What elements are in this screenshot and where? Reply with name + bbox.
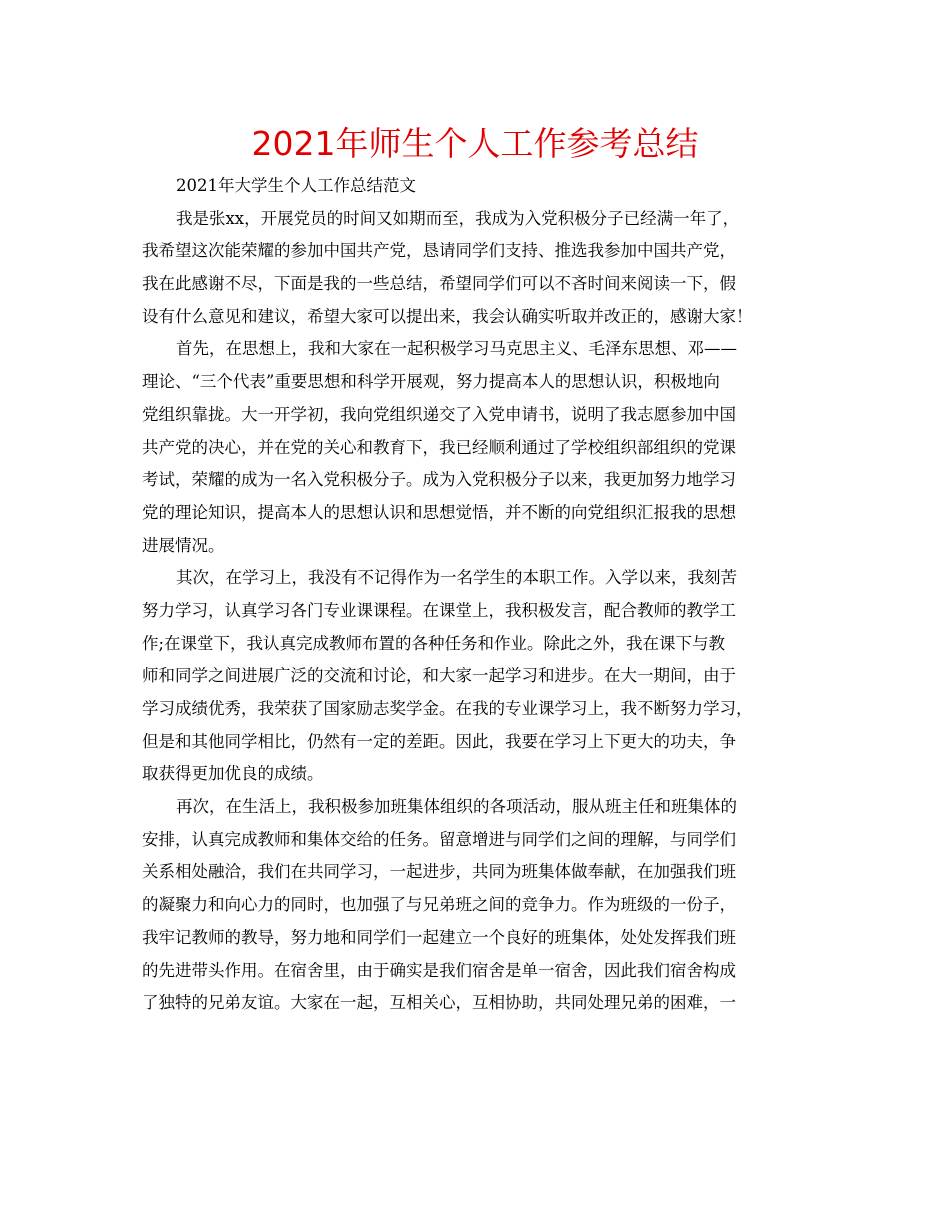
text-line: 师和同学之间进展广泛的交流和讨论，和大家一起学习和进步。在大一期间，由于 — [142, 666, 736, 686]
text-line: 取获得更加优良的成绩。 — [142, 764, 324, 784]
text-line: 党的理论知识，提高本人的思想认识和思想觉悟，并不断的向党组织汇报我的思想 — [142, 502, 736, 522]
subtitle-line: 2021年大学生个人工作总结范文 — [176, 176, 416, 195]
text-line: 我希望这次能荣耀的参加中国共产党，恳请同学们支持、推选我参加中国共产党， — [142, 241, 736, 261]
text-line: 首先，在思想上，我和大家在一起积极学习马克思主义、毛泽东思想、邓—— — [176, 339, 737, 359]
text-line: 安排，认真完成教师和集体交给的任务。留意增进与同学们之间的理解，与同学们 — [142, 829, 736, 849]
text-line: 但是和其他同学相比，仍然有一定的差距。因此，我要在学习上下更大的功夫，争 — [142, 731, 736, 751]
text-line: 其次，在学习上，我没有不记得作为一名学生的本职工作。入学以来，我刻苦 — [176, 568, 737, 588]
text-line: 我牢记教师的教导，努力地和同学们一起建立一个良好的班集体，处处发挥我们班 — [142, 927, 736, 947]
text-line: 理论、“三个代表”重要思想和科学开展观，努力提高本人的思想认识，积极地向 — [142, 372, 720, 392]
text-line: 作;在课堂下，我认真完成教师布置的各种任务和作业。除此之外，我在课下与教 — [142, 633, 726, 653]
document-body — [142, 170, 812, 1020]
text-line: 努力学习，认真学习各门专业课课程。在课堂上，我积极发言，配合教师的教学工 — [142, 600, 736, 620]
text-line: 进展情况。 — [142, 535, 225, 555]
text-line: 考试，荣耀的成为一名入党积极分子。成为入党积极分子以来，我更加努力地学习 — [142, 470, 736, 490]
text-line: 了独特的兄弟友谊。大家在一起，互相关心，互相协助，共同处理兄弟的困难，一 — [142, 993, 736, 1013]
text-line: 党组织靠拢。大一开学初，我向党组织递交了入党申请书，说明了我志愿参加中国 — [142, 404, 736, 424]
text-line: 的凝聚力和向心力的同时，也加强了与兄弟班之间的竞争力。作为班级的一份子， — [142, 895, 736, 915]
text-line: 共产党的决心，并在党的关心和教育下，我已经顺利通过了学校组织部组织的党课 — [142, 437, 736, 457]
text-line: 我在此感谢不尽，下面是我的一些总结，希望同学们可以不吝时间来阅读一下，假 — [142, 274, 736, 294]
text-line: 设有什么意见和建议，希望大家可以提出来，我会认确实听取并改正的，感谢大家！ — [142, 306, 753, 326]
text-line: 我是张xx，开展党员的时间又如期而至，我成为入党积极分子已经满一年了， — [176, 208, 740, 228]
text-line: 再次，在生活上，我积极参加班集体组织的各项活动，服从班主任和班集体的 — [176, 797, 737, 817]
text-line: 关系相处融洽，我们在共同学习，一起进步，共同为班集体做奉献，在加强我们班 — [142, 862, 736, 882]
text-line: 的先进带头作用。在宿舍里，由于确实是我们宿舍是单一宿舍，因此我们宿舍构成 — [142, 960, 736, 980]
text-line: 学习成绩优秀，我荣获了国家励志奖学金。在我的专业课学习上，我不断努力学习， — [142, 699, 753, 718]
document-title: 2021年师生个人工作参考总结 — [251, 124, 699, 163]
